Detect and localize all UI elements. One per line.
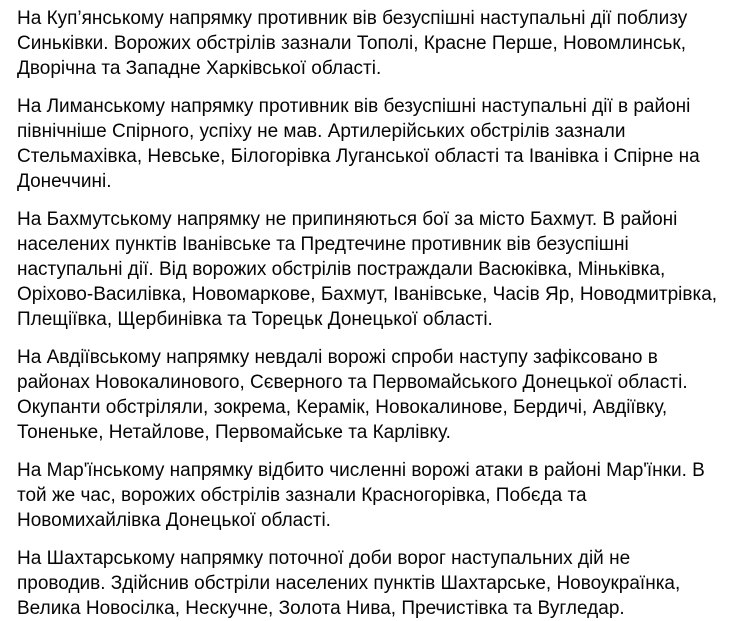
line: Тоненьке, Нетайлове, Первомайське та Карлівку. — [17, 422, 451, 443]
paragraph-avdiivka — [17, 345, 723, 445]
line: Плещіївка, Щербинівка та Торецьк Донецької області. — [17, 309, 493, 330]
line: Стельмахівка, Невське, Білогорівка Луганської області та Іванівка і Спірне на — [17, 146, 700, 167]
paragraph-lyman — [17, 94, 723, 194]
line: проводив. Здійснив обстріли населених пунктів Шахтарське, Новоукраїнка, — [17, 573, 681, 594]
paragraph-kupiansk — [17, 6, 723, 81]
line: північніше Спірного, успіху не мав. Артилерійських обстрілів зазнали — [17, 121, 626, 142]
line: наступальні дії. Від ворожих обстрілів постраждали Васюківка, Міньківка, — [17, 259, 666, 280]
line: На Бахмутському напрямку не припиняються бої за місто Бахмут. В районі — [17, 209, 678, 230]
line: Велика Новосілка, Нескучне, Золота Нива, Пречистівка та Вугледар. — [17, 598, 625, 619]
line: Новомихайлівка Донецької області. — [17, 510, 331, 531]
line: Окупанти обстріляли, зокрема, Керамік, Новокалинове, Бердичі, Авдіївку, — [17, 397, 668, 418]
paragraph-marinka — [17, 458, 723, 533]
paragraph-shakhtarsk — [17, 546, 723, 621]
line: На Куп’янському напрямку противник вів безуспішні наступальні дії поблизу — [17, 8, 688, 29]
line: Дворічна та Западне Харківської області. — [17, 58, 382, 79]
line: На Мар'їнському напрямку відбито численні ворожі атаки в районі Мар'їнки. В — [17, 460, 705, 481]
line: На Авдіївському напрямку невдалі ворожі спроби наступу зафіксовано в — [17, 347, 658, 368]
line: населених пунктів Іванівське та Предтечине противник вів безуспішні — [17, 234, 629, 255]
paragraph-bakhmut — [17, 207, 723, 332]
line: районах Новокалинового, Сєверного та Первомайського Донецької області. — [17, 372, 688, 393]
line: Синьківки. Ворожих обстрілів зазнали Тополі, Красне Перше, Новомлинськ, — [17, 33, 686, 54]
line: На Лиманському напрямку противник вів безуспішні наступальні дії в районі — [17, 96, 691, 117]
line: На Шахтарському напрямку поточної доби ворог наступальних дій не — [17, 548, 631, 569]
line: Оріхово-Василівка, Новомаркове, Бахмут, Іванівське, Часів Яр, Новодмитрівка, — [17, 284, 718, 305]
line: Донеччині. — [17, 171, 112, 192]
line: той же час, ворожих обстрілів зазнали Красногорівка, Побєда та — [17, 485, 587, 506]
